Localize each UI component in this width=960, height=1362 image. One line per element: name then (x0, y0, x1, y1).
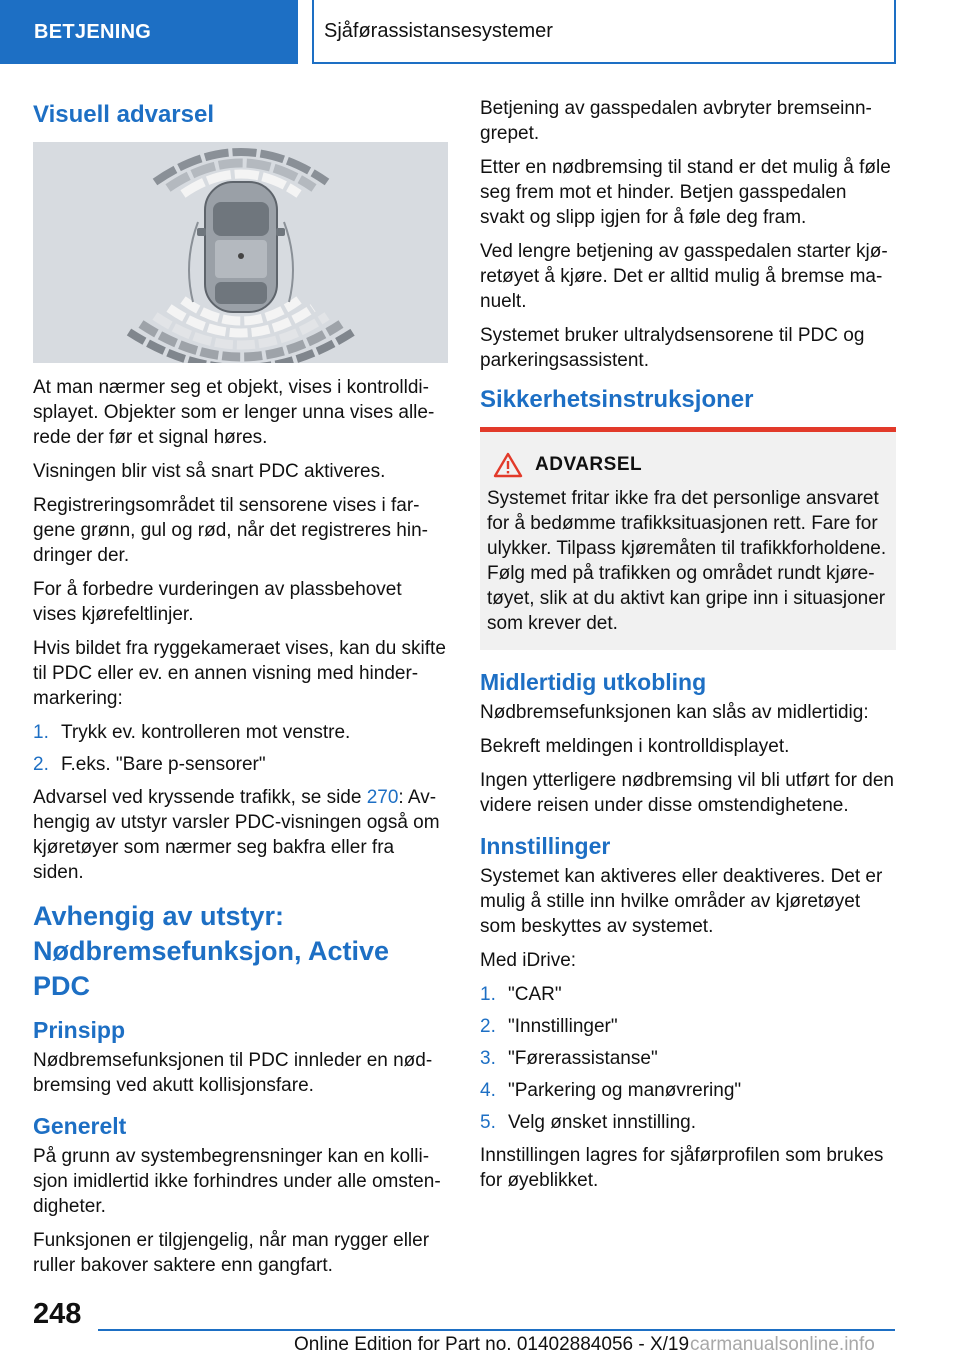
step-number: 2. (480, 1016, 496, 1037)
paragraph: Innstillingen lagres for sjåførprofilen som brukes for øyeblikket. (480, 1145, 884, 1191)
page-header (0, 0, 960, 66)
paragraph: Bekreft meldingen i kontrolldisplayet. (480, 736, 790, 757)
step-number: 5. (480, 1112, 496, 1133)
heading-principle: Prinsipp (33, 1017, 126, 1043)
heading-safety: Sikkerhetsinstruksjoner (480, 386, 754, 413)
paragraph: Hvis bildet fra ryggekameraet vises, kan du skifte til PDC eller ev. en annen visning med hindermarkering: (33, 638, 446, 709)
paragraph: At man nærmer seg et objekt, vises i kontrolldisplayet. Objekter som er lenger unna vises allerede der før et signal høres. (33, 377, 435, 448)
heading-temporary-disable: Midlertidig utkobling (480, 669, 707, 695)
left-column (33, 96, 448, 1287)
warning-text: Systemet fritar ikke fra det personlige ansvaret for å bedømme trafikksituasjonen rett. Fare for ulykker. Tilpass kjøremåten til trafikkforholdene. Følg med på trafikken og området rundt kjøretøyet, slik at du aktivt kan gripe inn i situasjoner som krever det. (487, 488, 887, 634)
pdc-car-sensor-illustration (33, 142, 448, 363)
warning-header (487, 452, 888, 478)
step-number: 1. (480, 984, 496, 1005)
paragraph: Ingen ytterligere nødbremsing vil bli utført for den videre reisen under disse omstendighetene. (480, 770, 894, 816)
paragraph: Etter en nødbremsing til stand er det mulig å føle seg frem mot et hinder. Betjen gasspedalen svakt og slipp igjen for å føle deg fram. (480, 157, 891, 228)
list-item (480, 1110, 896, 1135)
step-text: Velg ønsket innstilling. (508, 1112, 696, 1133)
warning-triangle-icon (493, 452, 523, 478)
paragraph: Visningen blir vist så snart PDC aktiveres. (33, 461, 386, 482)
paragraph: Funksjonen er tilgjengelig, når man rygger eller ruller bakover saktere enn gangfart. (33, 1230, 430, 1276)
footer-divider (98, 1329, 895, 1331)
list-item (480, 1014, 896, 1039)
paragraph: Systemet bruker ultralydsensorene til PDC og parkeringsassistent. (480, 325, 865, 371)
step-text: Trykk ev. kontrolleren mot venstre. (61, 722, 351, 743)
step-text: "Parkering og manøvrering" (508, 1080, 742, 1101)
paragraph: Systemet kan aktiveres eller deaktiveres. Det er mulig å stille inn hvilke områder av kjøretøyet som beskyttes av systemet. (480, 866, 883, 937)
list-item (480, 1046, 896, 1071)
list-item (480, 982, 896, 1007)
page-number: 248 (33, 1298, 82, 1330)
step-text: "Innstillinger" (508, 1016, 618, 1037)
step-number: 2. (33, 754, 49, 775)
paragraph: Registreringsområdet til sensorene vises i fargene grønn, gul og rød, når det registreres hindringer der. (33, 495, 428, 566)
section-label: BETJENING (0, 0, 298, 64)
text: Advarsel ved kryssende trafikk, se side (33, 787, 367, 808)
warning-title: ADVARSEL (535, 454, 643, 475)
list-item (480, 1078, 896, 1103)
page-link[interactable]: 270 (366, 787, 399, 808)
list-item (33, 752, 448, 777)
list-item (33, 720, 448, 745)
paragraph-cross-traffic (33, 785, 448, 885)
right-column (480, 96, 896, 1202)
warning-box (480, 427, 896, 650)
step-text: F.eks. "Bare p-sensorer" (61, 754, 266, 775)
heading-emergency-brake: Avhengig av utstyr: Nødbremsefunksjon, Active PDC (33, 901, 390, 1001)
text: : Avhengig av utstyr varsler PDC-visningen også om kjøretøyer som nærmer seg bakfra eller fra siden. (33, 787, 440, 883)
heading-general: Generelt (33, 1113, 127, 1139)
paragraph: Nødbremsefunksjonen kan slås av midlertidig: (480, 702, 869, 723)
steps-list-settings (480, 982, 896, 1135)
step-text: "CAR" (508, 984, 562, 1005)
step-number: 1. (33, 722, 49, 743)
paragraph: Betjening av gasspedalen avbryter bremseinngrepet. (480, 98, 872, 144)
watermark: carmanualsonline.info (690, 1334, 875, 1355)
chapter-title: Sjåførassistansesystemer (312, 0, 896, 64)
paragraph: For å forbedre vurderingen av plassbehovet vises kjørefeltlinjer. (33, 579, 402, 625)
heading-settings: Innstillinger (480, 833, 611, 859)
paragraph: Nødbremsefunksjonen til PDC innleder en nødbremsing ved akutt kollisjonsfare. (33, 1050, 433, 1096)
edition-text: Online Edition for Part no. 01402884056 - X/19 (294, 1334, 690, 1355)
paragraph: På grunn av systembegrensninger kan en kollisjon imidlertid ikke forhindres under alle omstendigheter. (33, 1146, 441, 1217)
paragraph: Ved lengre betjening av gasspedalen starter kjøretøyet å kjøre. Det er alltid mulig å bremse manuelt. (480, 241, 888, 312)
pdc-figure (33, 142, 448, 363)
step-number: 4. (480, 1080, 496, 1101)
step-number: 3. (480, 1048, 496, 1069)
heading-visual-warning: Visuell advarsel (33, 101, 215, 128)
paragraph: Med iDrive: (480, 950, 577, 971)
steps-list-pdc (33, 720, 448, 777)
step-text: "Førerassistanse" (508, 1048, 658, 1069)
